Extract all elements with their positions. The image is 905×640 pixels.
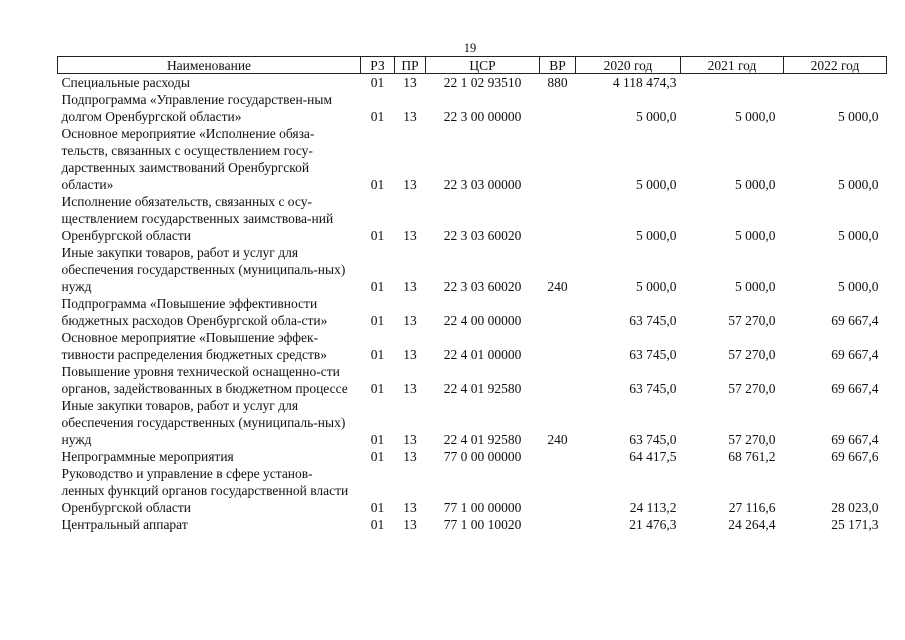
- cell-name: Руководство и управление в сфере установ-ленных функций органов государственной власти Оренбургской области: [61, 466, 349, 515]
- table-row: [58, 516, 887, 533]
- cell-pr: 13: [403, 279, 417, 294]
- table-row: [58, 91, 887, 125]
- cell-name: Иные закупки товаров, работ и услуг для обеспечения государственных (муниципаль-ных) нужд: [61, 398, 346, 447]
- header-2022: 2022 год: [784, 57, 887, 74]
- cell-csr: 22 4 01 92580: [443, 381, 522, 396]
- cell-vr: [540, 329, 576, 363]
- cell-2021: 5 000,0: [735, 279, 776, 294]
- cell-name: Подпрограмма «Управление государствен-ным долгом Оренбургской области»: [61, 92, 333, 124]
- cell-2020: 63 745,0: [629, 381, 677, 396]
- header-vr: ВР: [540, 57, 576, 74]
- cell-csr: 22 3 03 60020: [443, 228, 522, 243]
- cell-2020: 21 476,3: [629, 517, 677, 532]
- cell-pr: 13: [403, 500, 417, 515]
- cell-2022: 5 000,0: [838, 228, 879, 243]
- cell-pr: 13: [403, 449, 417, 464]
- cell-vr: [540, 448, 576, 465]
- cell-vr: [540, 91, 576, 125]
- cell-vr: [540, 516, 576, 533]
- cell-vr: [540, 193, 576, 244]
- cell-2020: 5 000,0: [636, 279, 677, 294]
- cell-2021: 57 270,0: [728, 432, 776, 447]
- cell-rz: 01: [370, 517, 385, 532]
- header-name: Наименование: [58, 57, 361, 74]
- cell-csr: 77 1 00 10020: [443, 517, 522, 532]
- table-row: [58, 295, 887, 329]
- cell-rz: 01: [370, 381, 385, 396]
- cell-pr: 13: [403, 177, 417, 192]
- header-rz: РЗ: [361, 57, 395, 74]
- cell-2021: 57 270,0: [728, 347, 776, 362]
- cell-2022: [784, 74, 887, 92]
- table-row: [58, 363, 887, 397]
- cell-vr: [540, 465, 576, 516]
- cell-2021: 5 000,0: [735, 177, 776, 192]
- cell-rz: 01: [370, 109, 385, 124]
- cell-name: Исполнение обязательств, связанных с осу-ществлением государственных заимствова-ний Оренбургской области: [61, 194, 334, 243]
- cell-name: Основное мероприятие «Повышение эффек-тивности распределения бюджетных средств»: [61, 330, 327, 362]
- cell-2021: 57 270,0: [728, 381, 776, 396]
- cell-pr: 13: [403, 75, 417, 90]
- cell-2022: 69 667,4: [831, 381, 879, 396]
- cell-rz: 01: [370, 75, 385, 90]
- cell-2020: 63 745,0: [629, 313, 677, 328]
- cell-name: Повышение уровня технической оснащенно-сти органов, задействованных в бюджетном процессе: [61, 364, 348, 396]
- cell-2020: 63 745,0: [629, 347, 677, 362]
- cell-2022: 5 000,0: [838, 177, 879, 192]
- cell-rz: 01: [370, 228, 385, 243]
- cell-name: Специальные расходы: [61, 75, 190, 90]
- cell-vr: [540, 125, 576, 193]
- table-row: [58, 329, 887, 363]
- table-row: [58, 125, 887, 193]
- cell-2022: 69 667,4: [831, 347, 879, 362]
- cell-name: Подпрограмма «Повышение эффективности бюджетных расходов Оренбургской обла-сти»: [61, 296, 328, 328]
- cell-rz: 01: [370, 347, 385, 362]
- cell-csr: 22 4 00 00000: [443, 313, 522, 328]
- cell-2020: 4 118 474,3: [612, 75, 677, 90]
- cell-2022: 5 000,0: [838, 109, 879, 124]
- cell-2021: 27 116,6: [728, 500, 776, 515]
- table-header-row: [58, 57, 887, 74]
- cell-csr: 22 4 01 00000: [443, 347, 522, 362]
- cell-name: Непрограммные мероприятия: [61, 449, 234, 464]
- cell-pr: 13: [403, 432, 417, 447]
- cell-vr: 880: [547, 75, 568, 90]
- cell-rz: 01: [370, 500, 385, 515]
- cell-rz: 01: [370, 313, 385, 328]
- cell-vr: 240: [547, 432, 568, 447]
- cell-rz: 01: [370, 177, 385, 192]
- cell-2020: 64 417,5: [629, 449, 677, 464]
- cell-csr: 22 3 03 00000: [443, 177, 522, 192]
- cell-csr: 22 4 01 92580: [443, 432, 522, 447]
- cell-2020: 5 000,0: [636, 177, 677, 192]
- header-pr: ПР: [395, 57, 426, 74]
- cell-pr: 13: [403, 517, 417, 532]
- cell-vr: [540, 295, 576, 329]
- cell-2020: 63 745,0: [629, 432, 677, 447]
- cell-vr: 240: [547, 279, 568, 294]
- cell-csr: 22 3 00 00000: [443, 109, 522, 124]
- cell-2022: 25 171,3: [831, 517, 879, 532]
- cell-2022: 5 000,0: [838, 279, 879, 294]
- cell-rz: 01: [370, 449, 385, 464]
- cell-2021: 5 000,0: [735, 228, 776, 243]
- cell-name: Иные закупки товаров, работ и услуг для обеспечения государственных (муниципаль-ных) нужд: [61, 245, 346, 294]
- cell-2021: 68 761,2: [728, 449, 776, 464]
- table-row: [58, 244, 887, 295]
- cell-csr: 22 1 02 93510: [443, 75, 522, 90]
- cell-2022: 69 667,4: [831, 432, 879, 447]
- cell-pr: 13: [403, 109, 417, 124]
- cell-2021: 57 270,0: [728, 313, 776, 328]
- cell-rz: 01: [370, 432, 385, 447]
- cell-2021: 24 264,4: [728, 517, 776, 532]
- table-body: [58, 74, 887, 534]
- cell-2020: 24 113,2: [629, 500, 677, 515]
- header-2020: 2020 год: [576, 57, 681, 74]
- cell-2021: [681, 74, 784, 92]
- header-csr: ЦСР: [426, 57, 540, 74]
- cell-pr: 13: [403, 228, 417, 243]
- header-2021: 2021 год: [681, 57, 784, 74]
- cell-2022: 69 667,4: [831, 313, 879, 328]
- budget-table: [57, 56, 887, 533]
- cell-name: Основное мероприятие «Исполнение обяза-тельств, связанных с осуществлением госу-дарственных заимствований Оренбургской области»: [61, 126, 315, 192]
- table-row: [58, 193, 887, 244]
- table-row: [58, 397, 887, 448]
- cell-pr: 13: [403, 347, 417, 362]
- cell-2022: 28 023,0: [831, 500, 879, 515]
- cell-pr: 13: [403, 381, 417, 396]
- cell-2021: 5 000,0: [735, 109, 776, 124]
- cell-2020: 5 000,0: [636, 109, 677, 124]
- cell-name: Центральный аппарат: [61, 517, 188, 532]
- cell-csr: 77 0 00 00000: [443, 449, 522, 464]
- cell-2020: 5 000,0: [636, 228, 677, 243]
- table-row: [58, 74, 887, 92]
- table-row: [58, 465, 887, 516]
- cell-pr: 13: [403, 313, 417, 328]
- cell-vr: [540, 363, 576, 397]
- cell-rz: 01: [370, 279, 385, 294]
- cell-csr: 77 1 00 00000: [443, 500, 522, 515]
- page-number: 19: [463, 41, 477, 55]
- cell-csr: 22 3 03 60020: [443, 279, 522, 294]
- table-row: [58, 448, 887, 465]
- cell-2022: 69 667,6: [831, 449, 879, 464]
